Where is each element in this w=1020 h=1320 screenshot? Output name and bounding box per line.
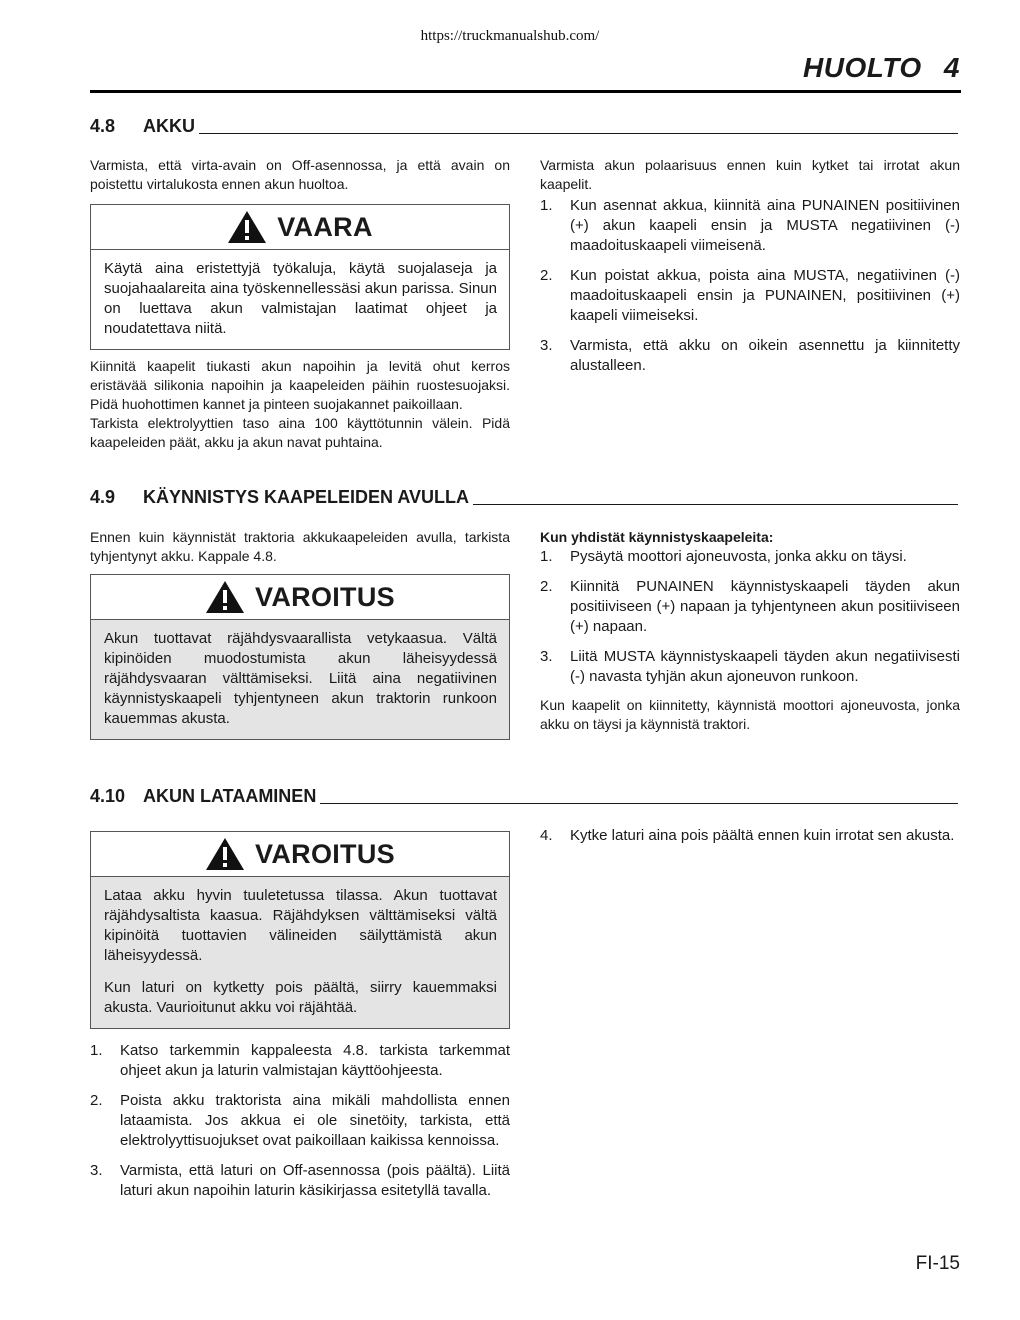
- section-title: KÄYNNISTYS KAAPELEIDEN AVULLA: [143, 487, 470, 507]
- paragraph: Tarkista elektrolyyttien taso aina 100 käyttötunnin välein. Pidä kaapeleiden päät, akku ja akun navat puhtaina.: [90, 415, 510, 450]
- heading-rule: [473, 503, 958, 505]
- list-item: [540, 647, 960, 687]
- warning-box-header: [91, 832, 509, 877]
- item-number: 4.: [540, 827, 553, 844]
- warning-triangle-icon: [205, 837, 245, 871]
- item-text: Liitä MUSTA käynnistyskaapeli täyden akun negatiivisesti (-) navasta tyhjän akun ajoneuvon runkoon.: [570, 648, 960, 685]
- item-number: 3.: [90, 1162, 103, 1179]
- item-number: 1.: [90, 1042, 103, 1059]
- heading-rule: [320, 802, 958, 804]
- list-item: [90, 1161, 510, 1201]
- danger-title: VAARA: [277, 211, 373, 242]
- paragraph: Kiinnitä kaapelit tiukasti akun napoihin ja levitä ohut kerros eristävää silikonia napoihin ja kaapeleiden päihin ruostesuojaksi. Pidä huohottimen kannet ja pinteen suojakannet paikoillaan.: [90, 358, 510, 412]
- warning-text: Lataa akku hyvin tuuletetussa tilassa. Akun tuottavat räjähdysaltista kaasua. Räjähdyksen välttämiseksi vältä kipinöitä tuottavien välineiden säilyttämistä akun läheisyydessä.: [104, 887, 497, 964]
- item-text: Kiinnitä PUNAINEN käynnistyskaapeli täyden akun positiiviseen (+) napaan ja tyhjentyneen akun positiiviseen (+) napaan.: [570, 578, 960, 635]
- danger-box-header: [91, 205, 509, 250]
- item-text: Pysäytä moottori ajoneuvosta, jonka akku on täysi.: [570, 548, 907, 565]
- page-number: FI-15: [915, 1253, 960, 1274]
- item-number: 1.: [540, 548, 553, 565]
- numbered-list: [540, 547, 960, 687]
- list-item: [540, 336, 960, 376]
- item-text: Kytke laturi aina pois päältä ennen kuin irrotat sen akusta.: [570, 827, 955, 844]
- danger-box: [90, 204, 510, 350]
- warning-title: VAROITUS: [255, 838, 395, 869]
- warning-triangle-icon: [227, 210, 267, 244]
- section-heading-4-9: [90, 487, 958, 508]
- title-rule: [90, 90, 961, 93]
- intro-text: Varmista akun polaarisuus ennen kuin kytket tai irrotat akun kaapelit.: [540, 157, 960, 192]
- list-item: [540, 196, 960, 256]
- warning-box: [90, 574, 510, 740]
- page-title: HUOLTO 4: [803, 52, 960, 83]
- list-item: [90, 1091, 510, 1151]
- item-number: 3.: [540, 337, 553, 354]
- warning-box: [90, 831, 510, 1029]
- item-number: 2.: [540, 578, 553, 595]
- heading-rule: [199, 132, 958, 134]
- warning-box-header: [91, 575, 509, 620]
- numbered-list: [90, 1041, 510, 1201]
- source-url: https://truckmanualshub.com/: [420, 28, 600, 44]
- section-number: 4.9: [90, 487, 116, 507]
- section-heading-4-10: [90, 786, 958, 807]
- item-text: Poista akku traktorista aina mikäli mahdollista ennen lataamista. Jos akkua ei ole sinetöity, tarkista, että elektrolyyttisuojukset ovat paikoillaan kaikissa kennoissa.: [120, 1092, 510, 1149]
- list-item: [90, 1041, 510, 1081]
- item-text: Kun asennat akkua, kiinnitä aina PUNAINEN positiivinen (+) akun kaapeli ensin ja MUSTA negatiivinen (-) maadoituskaapeli viimeisenä.: [570, 197, 960, 254]
- list-item: [540, 266, 960, 326]
- item-text: Kun poistat akkua, poista aina MUSTA, negatiivinen (-) maadoituskaapeli ensin ja PUNAINEN, positiivinen (+) kaapeli viimeiseksi.: [570, 267, 960, 324]
- section-number: 4.10: [90, 786, 126, 806]
- section-4-10-right-column: [540, 826, 960, 856]
- section-4-8-right-column: [540, 156, 960, 386]
- warning-triangle-icon: [205, 580, 245, 614]
- item-text: Varmista, että laturi on Off-asennossa (pois päältä). Liitä laturi akun napoihin laturin käsikirjassa esitetyllä tavalla.: [120, 1162, 510, 1199]
- section-number: 4.8: [90, 116, 116, 136]
- warning-text: Akun tuottavat räjähdysvaarallista vetykaasua. Vältä kipinöiden muodostumista akun läheisyydessä räjähdysvaaran välttämiseksi. Liitä aina negatiivinen käynnistyskaapeli tyhjentyneen akun traktorin runkoon kauemmas akusta.: [104, 630, 497, 727]
- warning-text-block: [91, 877, 509, 1028]
- danger-text: Käytä aina eristettyjä työkaluja, käytä suojalaseja ja suojahaalareita aina työskennellessäsi akun parissa. Sinun on luettava akun valmistajan laatimat ohjeet ja noudatettava niitä.: [104, 260, 497, 337]
- warning-text: Kun laturi on kytketty pois päältä, siirry kauemmaksi akusta. Vaurioitunut akku voi räjähtää.: [104, 979, 497, 1016]
- numbered-list: [540, 826, 960, 846]
- intro-text: Ennen kuin käynnistät traktoria akkukaapeleiden avulla, tarkista tyhjentynyt akku. Kappale 4.8.: [90, 529, 510, 564]
- outro-text: Kun kaapelit on kiinnitetty, käynnistä moottori ajoneuvosta, jonka akku on täysi ja käynnistä traktori.: [540, 697, 960, 732]
- item-number: 2.: [90, 1092, 103, 1109]
- section-4-8-left-column: [90, 156, 510, 452]
- section-4-10-left-column: [90, 831, 510, 1211]
- item-number: 3.: [540, 648, 553, 665]
- section-title: AKKU: [143, 116, 195, 136]
- item-number: 1.: [540, 197, 553, 214]
- item-text: Katso tarkemmin kappaleesta 4.8. tarkista tarkemmat ohjeet akun ja laturin valmistajan käyttöohjeesta.: [120, 1042, 510, 1079]
- item-number: 2.: [540, 267, 553, 284]
- subheading: Kun yhdistät käynnistyskaapeleita:: [540, 529, 774, 545]
- intro-text: Varmista, että virta-avain on Off-asennossa, ja että avain on poistettu virtalukosta ennen akun huoltoa.: [90, 157, 510, 192]
- list-item: [540, 577, 960, 637]
- item-text: Varmista, että akku on oikein asennettu ja kiinnitetty alustalleen.: [570, 337, 960, 374]
- section-title: AKUN LATAAMINEN: [143, 786, 317, 806]
- danger-text-block: [91, 250, 509, 349]
- numbered-list: [540, 196, 960, 376]
- list-item: [540, 547, 960, 567]
- list-item: [540, 826, 960, 846]
- section-4-9-right-column: [540, 528, 960, 734]
- warning-title: VAROITUS: [255, 581, 395, 612]
- section-heading-4-8: [90, 116, 958, 137]
- section-4-9-left-column: [90, 528, 510, 740]
- warning-text-block: [91, 620, 509, 739]
